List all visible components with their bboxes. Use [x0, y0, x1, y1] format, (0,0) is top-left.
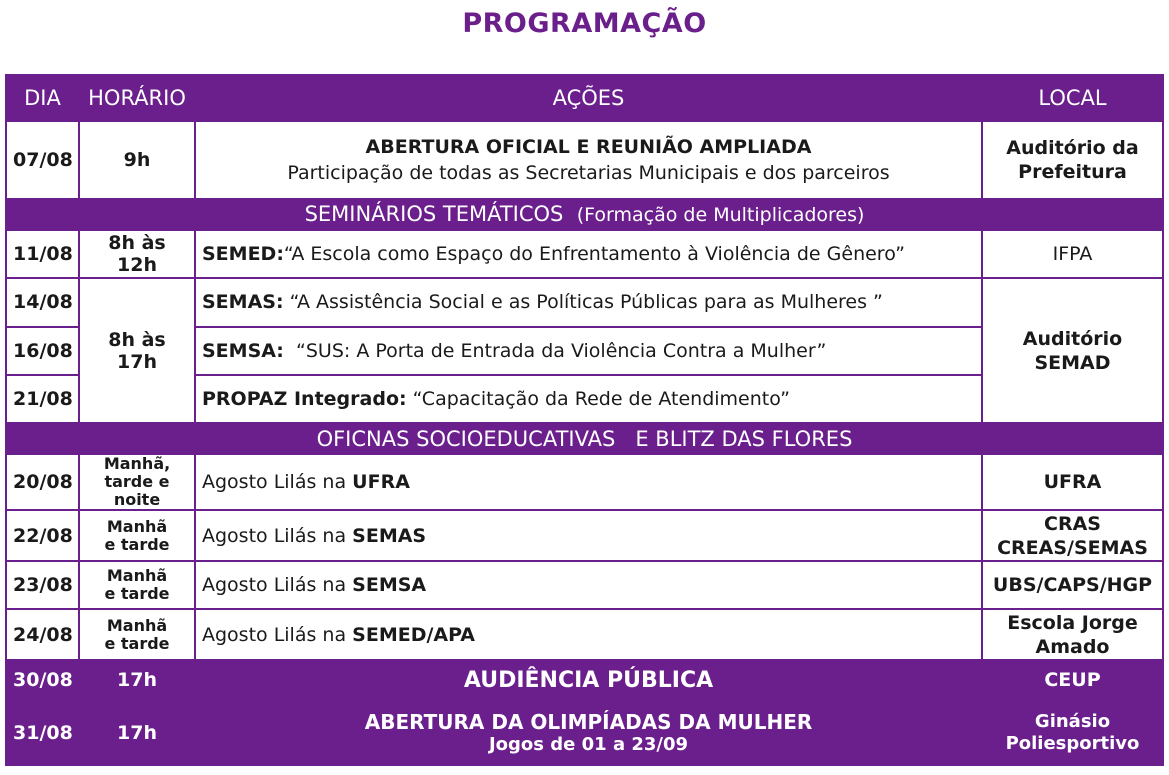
acao-text: “SUS: A Porta de Entrada da Violência Contra a Mulher” — [296, 339, 827, 362]
acao-text: “A Escola como Espaço do Enfrentamento à Violência de Gênero” — [283, 242, 905, 265]
acao-title: ABERTURA OFICIAL E REUNIÃO AMPLIADA — [365, 136, 812, 159]
section-title: SEMINÁRIOS TEMÁTICOS — [304, 202, 564, 227]
row-horario: 8h às 17h — [79, 278, 195, 423]
row-dia: 24/08 — [6, 609, 79, 660]
local-line: Auditório da — [1006, 137, 1139, 160]
local-line: Escola Jorge — [1007, 611, 1138, 634]
section-header-seminarios — [6, 199, 1163, 229]
horario-line: e tarde — [104, 633, 170, 653]
row-acao: AUDIÊNCIA PÚBLICA — [195, 660, 982, 700]
row-dia: 14/08 — [6, 278, 79, 326]
table-row-olimpiadas — [6, 700, 1163, 765]
row-dia: 23/08 — [6, 561, 79, 609]
local-line: CREAS/SEMAS — [997, 536, 1148, 559]
horario-line: Manhã — [106, 566, 168, 586]
row-local — [982, 454, 1163, 511]
horario-line: e tarde — [104, 534, 170, 554]
row-acao — [195, 454, 982, 511]
row-horario — [79, 561, 195, 609]
row-horario: 17h — [79, 700, 195, 765]
row-acao — [195, 278, 982, 326]
acao-subtitle: Participação de todas as Secretarias Municipais e dos parceiros — [287, 162, 890, 185]
acao-org: SEMSA — [352, 574, 427, 597]
row-local — [982, 510, 1163, 561]
header-local: LOCAL — [982, 75, 1163, 121]
row-local: CEUP — [982, 660, 1163, 700]
row-local: IFPA — [982, 230, 1163, 278]
header-horario: HORÁRIO — [79, 75, 195, 121]
local-line: Auditório — [1022, 327, 1123, 350]
acao-prefix: Agosto Lilás na — [202, 524, 347, 547]
row-acao — [195, 700, 982, 765]
row-dia: 31/08 — [6, 700, 79, 765]
table-row — [6, 278, 1163, 326]
row-dia: 11/08 — [6, 230, 79, 278]
acao-org: SEMED/APA — [352, 623, 476, 646]
row-local — [982, 561, 1163, 609]
section-title: OFICNAS SOCIOEDUCATIVAS E BLITZ DAS FLORES — [316, 426, 853, 451]
row-local — [982, 278, 1163, 423]
acao-text: “A Assistência Social e as Políticas Públicas para as Mulheres ” — [289, 291, 883, 314]
row-local — [982, 121, 1163, 199]
row-horario: 8h às 12h — [79, 230, 195, 278]
row-acao — [195, 121, 982, 199]
local-line: Prefeitura — [1018, 161, 1127, 184]
row-local — [982, 700, 1163, 765]
schedule-table — [5, 74, 1164, 766]
acao-org: SEMED: — [202, 242, 284, 265]
table-row — [6, 609, 1163, 660]
acao-org: SEMAS: — [202, 291, 284, 314]
row-horario — [79, 510, 195, 561]
row-horario — [79, 609, 195, 660]
row-acao — [195, 609, 982, 660]
acao-title: ABERTURA DA OLIMPÍADAS DA MULHER — [364, 710, 813, 735]
local-line: CRAS — [1044, 512, 1101, 535]
row-acao — [195, 327, 982, 375]
header-dia: DIA — [6, 75, 79, 121]
table-row — [6, 454, 1163, 511]
horario-line: Manhã — [106, 615, 168, 635]
row-dia: 07/08 — [6, 121, 79, 199]
table-row — [6, 561, 1163, 609]
acao-prefix: Agosto Lilás na — [202, 574, 347, 597]
local-line: Poliesportivo — [1005, 732, 1140, 754]
table-row-audiencia — [6, 660, 1163, 700]
row-acao — [195, 510, 982, 561]
horario-line: tarde e noite — [104, 472, 170, 510]
table-row — [6, 121, 1163, 199]
acao-subtitle: Jogos de 01 a 23/09 — [488, 734, 689, 756]
header-acoes: AÇÕES — [195, 75, 982, 121]
row-dia: 21/08 — [6, 375, 79, 423]
table-header-row — [6, 75, 1163, 121]
acao-prefix: Agosto Lilás na — [202, 471, 347, 494]
acao-text: “Capacitação da Rede de Atendimento” — [412, 388, 791, 411]
page-title: PROGRAMAÇÃO — [462, 8, 707, 39]
acao-org: UFRA — [352, 471, 410, 494]
acao-org: SEMSA: — [202, 339, 284, 362]
row-local — [982, 609, 1163, 660]
horario-line: e tarde — [104, 584, 170, 604]
acao-prefix: Agosto Lilás na — [202, 623, 347, 646]
horario-line: Manhã, — [103, 454, 171, 474]
local-line: UBS/CAPS/HGP — [992, 574, 1153, 597]
local-line: Amado — [1035, 635, 1110, 658]
acao-org: SEMAS — [352, 524, 427, 547]
row-horario: 9h — [79, 121, 195, 199]
row-acao — [195, 561, 982, 609]
row-dia: 22/08 — [6, 510, 79, 561]
local-line: Ginásio — [1034, 710, 1111, 732]
row-horario — [79, 454, 195, 511]
table-row — [6, 230, 1163, 278]
acao-org: PROPAZ Integrado: — [202, 388, 407, 411]
horario-line: Manhã — [106, 516, 168, 536]
row-dia: 30/08 — [6, 660, 79, 700]
section-subtitle: (Formação de Multiplicadores) — [576, 204, 865, 227]
row-dia: 20/08 — [6, 454, 79, 511]
local-line: SEMAD — [1034, 351, 1111, 374]
row-acao — [195, 375, 982, 423]
local-line: UFRA — [1043, 471, 1102, 494]
table-row — [6, 510, 1163, 561]
section-header-oficinas — [6, 423, 1163, 453]
row-horario: 17h — [79, 660, 195, 700]
row-dia: 16/08 — [6, 327, 79, 375]
row-acao — [195, 230, 982, 278]
